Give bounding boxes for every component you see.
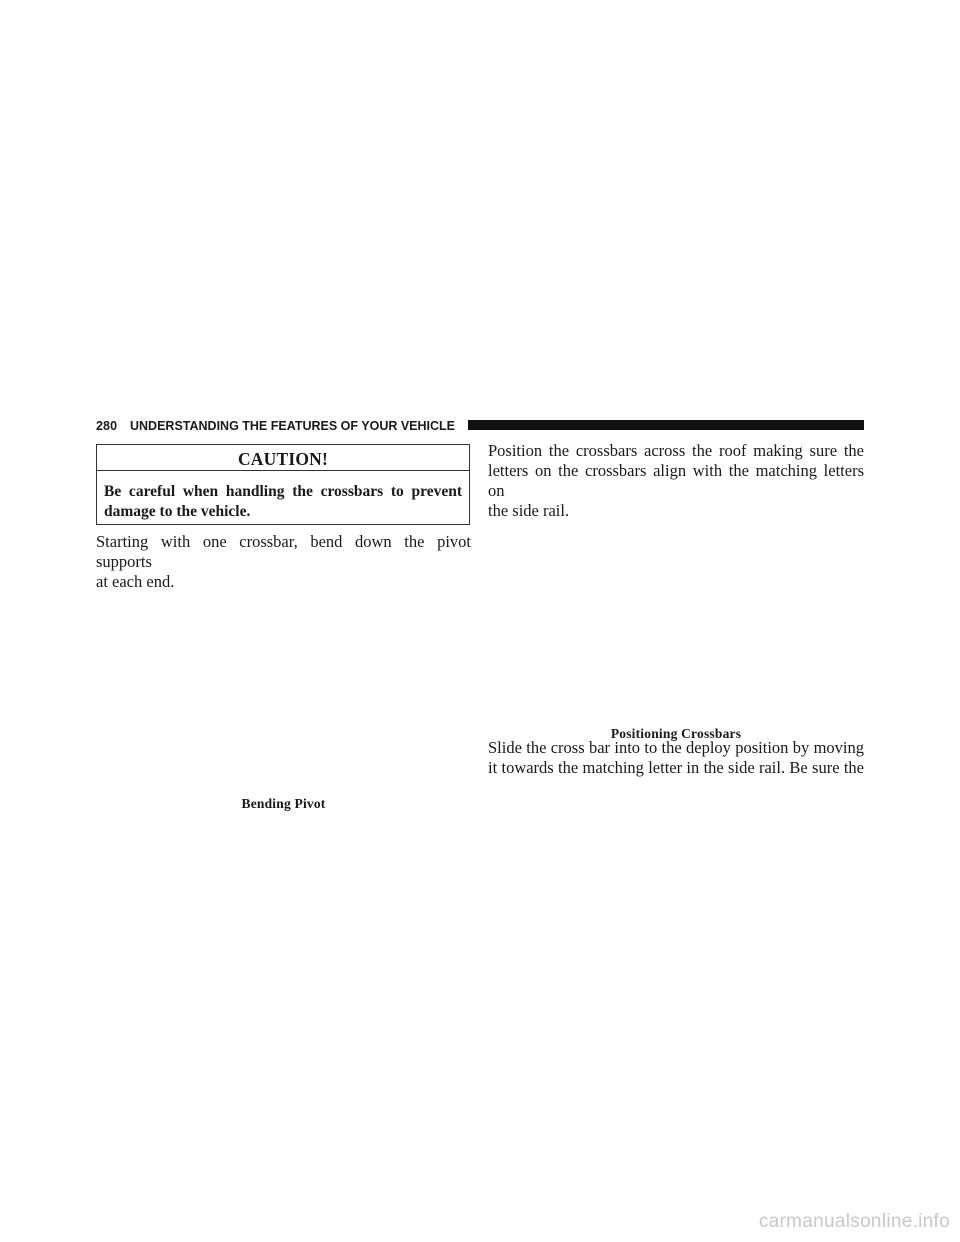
caution-title: CAUTION! bbox=[237, 449, 329, 469]
right-paragraph-line: letters on the crossbars align with the matching letters on bbox=[488, 461, 864, 500]
watermark: carmanualsonline.info bbox=[758, 1211, 950, 1232]
right-paragraph-line: Position the crossbars across the roof making sure the bbox=[488, 441, 864, 460]
bending-pivot-figure bbox=[96, 578, 471, 790]
caution-body: Be careful when handling the crossbars to prevent damage to the vehicle. bbox=[104, 483, 462, 520]
right-paragraph-line: the side rail. bbox=[488, 501, 570, 520]
page-number: 280 bbox=[96, 419, 118, 433]
bending-pivot-caption: Bending Pivot bbox=[241, 796, 326, 811]
right-paragraph-2 bbox=[488, 738, 864, 778]
page-header bbox=[96, 417, 864, 435]
left-paragraph-line: Starting with one crossbar, bend down the pivot supports bbox=[96, 532, 471, 571]
right-paragraph-line: it towards the matching letter in the side rail. Be sure the bbox=[488, 758, 864, 777]
left-paragraph-line: at each end. bbox=[96, 572, 175, 591]
positioning-crossbars-figure bbox=[488, 502, 864, 720]
positioning-crossbars-caption: Positioning Crossbars bbox=[610, 726, 742, 741]
caution-divider bbox=[97, 470, 469, 471]
caution-box bbox=[96, 444, 470, 525]
header-bar bbox=[468, 420, 864, 430]
right-paragraph-line: Slide the cross bar into to the deploy position by moving bbox=[488, 738, 864, 757]
section-title: UNDERSTANDING THE FEATURES OF YOUR VEHICLE bbox=[130, 419, 456, 433]
